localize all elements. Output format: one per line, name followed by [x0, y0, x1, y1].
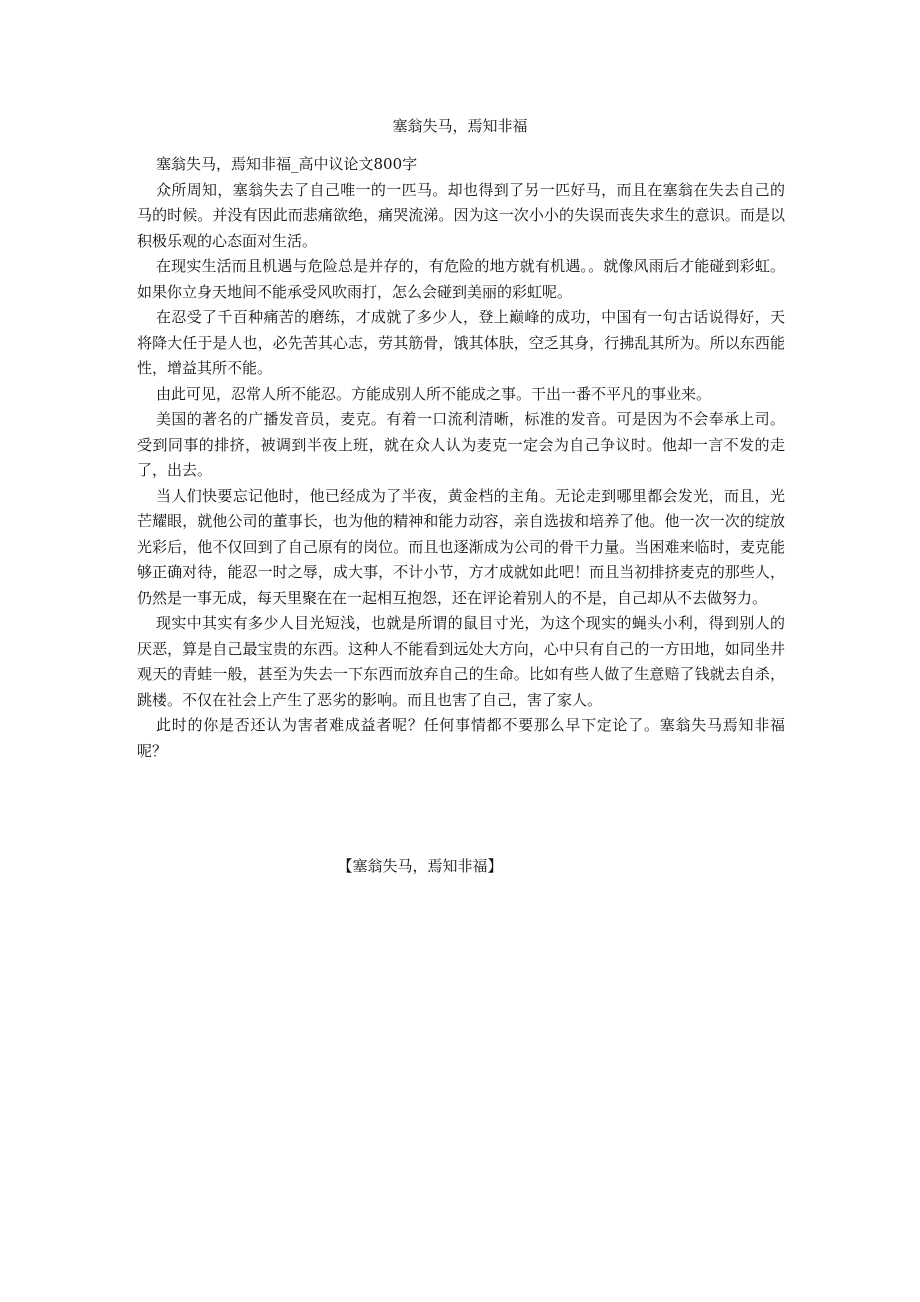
paragraph-3: 在忍受了千百种痛苦的磨练，才成就了多少人，登上巅峰的成功，中国有一句古话说得好，天将降大任于是人也，必先苦其心志，劳其筋骨，饿其体肤，空乏其身，行拂乱其所为。所以东西能性，增益其所不能。: [137, 308, 785, 377]
paragraph-7: 现实中其实有多少人目光短浅，也就是所谓的鼠目寸光，为这个现实的蝇头小利，得到别人的厌恶，算是自己最宝贵的东西。这种人不能看到远处大方向，心中只有自己的一方田地，如同坐井观天的青蛙一般，甚至为失去一下东西而放弃自己的生命。比如有些人做了生意赔了钱就去自杀，跳楼。不仅在社会上产生了恶劣的影响。而且也害了自己，害了家人。: [137, 614, 785, 709]
paragraph-6: 当人们快要忘记他时，他已经成为了半夜，黄金档的主角。无论走到哪里都会发光，而且，光芒耀眼，就他公司的董事长，也为他的精神和能力动容，亲自选拔和培养了他。他一次一次的绽放光彩后，他不仅回到了自己原有的岗位。而且也逐渐成为公司的骨干力量。当困难来临时，麦克能够正确对待，能忍一时之辱，成大事，不计小节，方才成就如此吧！而且当初排挤麦克的那些人，仍然是一事无成，每天里聚在在一起相互抱怨，还在评论着别人的不是，自己却从不去做努力。: [137, 486, 785, 607]
paragraph-4: 由此可见，忍常人所不能忍。方能成别人所不能成之事。干出一番不平凡的事业来。: [156, 384, 712, 403]
footer-title: 【塞翁失马，焉知非福】: [337, 857, 503, 875]
document-body: [137, 152, 785, 764]
document-title: 塞翁失马，焉知非福: [392, 117, 528, 135]
paragraph-8: 此时的你是否还认为害者难成益者呢？任何事情都不要那么早下定论了。塞翁失马焉知非福呢？: [137, 716, 785, 760]
document-subtitle: 塞翁失马，焉知非福_高中议论文800字: [156, 155, 418, 173]
paragraph-2: 在现实生活而且机遇与危险总是并存的，有危险的地方就有机遇。。就像风雨后才能碰到彩虹。如果你立身天地间不能承受风吹雨打，怎么会碰到美丽的彩虹呢。: [137, 257, 785, 301]
paragraph-5: 美国的著名的广播发音员，麦克。有着一口流利清晰，标准的发音。可是因为不会奉承上司。受到同事的排挤，被调到半夜上班，就在众人认为麦克一定会为自己争议时。他却一言不发的走了，出去。: [137, 410, 785, 479]
paragraph-1: 众所周知，塞翁失去了自己唯一的一匹马。却也得到了另一匹好马，而且在塞翁在失去自己的马的时候。并没有因此而悲痛欲绝，痛哭流涕。因为这一次小小的失误而丧失求生的意识。而是以积极乐观的心态面对生活。: [137, 180, 785, 250]
